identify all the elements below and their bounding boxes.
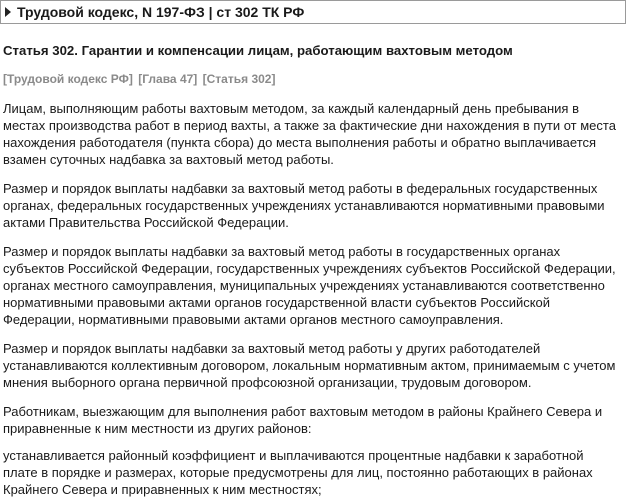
breadcrumb-link-labor-code[interactable]: [Трудовой кодекс РФ]: [3, 72, 133, 86]
article-paragraph-6: устанавливается районный коэффициент и выплачиваются процентные надбавки к заработной плате в порядке и размерах, которые предусмотрены для лиц, постоянно работающих в районах Крайнего Севера и приравненных к ним местностях;: [3, 448, 593, 497]
article-paragraph-2: Размер и порядок выплаты надбавки за вахтовый метод работы в федеральных государственных органах, федеральных государственных учреждениях устанавливаются нормативными правовыми актами Правительства Российской Федерации.: [3, 181, 605, 230]
article-paragraph-1: Лицам, выполняющим работы вахтовым методом, за каждый календарный день пребывания в местах производства работ в период вахты, а также за фактические дни нахождения в пути от места нахождения работодателя (пункта сбора) до места выполнения работы и обратно выплачивается взамен суточных надбавка за вахтовый метод работы.: [3, 101, 616, 167]
header-title: Трудовой кодекс, N 197-ФЗ | ст 302 ТК РФ: [17, 4, 305, 20]
triangle-right-icon: [5, 7, 11, 17]
article-content: [3, 43, 621, 498]
article-paragraph-3: Размер и порядок выплаты надбавки за вахтовый метод работы в государственных органах субъектов Российской Федерации, государственных учреждениях субъектов Российской Федерации, органах местного самоуправления, муниципальных учреждениях устанавливаются соответственно нормативными правовыми актами органов государственной власти субъектов Российской Федерации, нормативными правовыми актами органов местного самоуправления.: [3, 244, 616, 327]
breadcrumb-link-article[interactable]: [Статья 302]: [202, 72, 276, 86]
breadcrumb-link-chapter[interactable]: [Глава 47]: [138, 72, 198, 86]
breadcrumb: [3, 72, 621, 86]
article-paragraph-5: Работникам, выезжающим для выполнения работ вахтовым методом в районы Крайнего Севера и приравненные к ним местности из других районов:: [3, 404, 603, 436]
article-title: Статья 302. Гарантии и компенсации лицам, работающим вахтовым методом: [3, 43, 513, 58]
header-bar: [0, 0, 626, 24]
article-paragraph-4: Размер и порядок выплаты надбавки за вахтовый метод работы у других работодателей устанавливаются коллективным договором, локальным нормативным актом, принимаемым с учетом мнения выборного органа первичной профсоюзной организации, трудовым договором.: [3, 341, 616, 390]
